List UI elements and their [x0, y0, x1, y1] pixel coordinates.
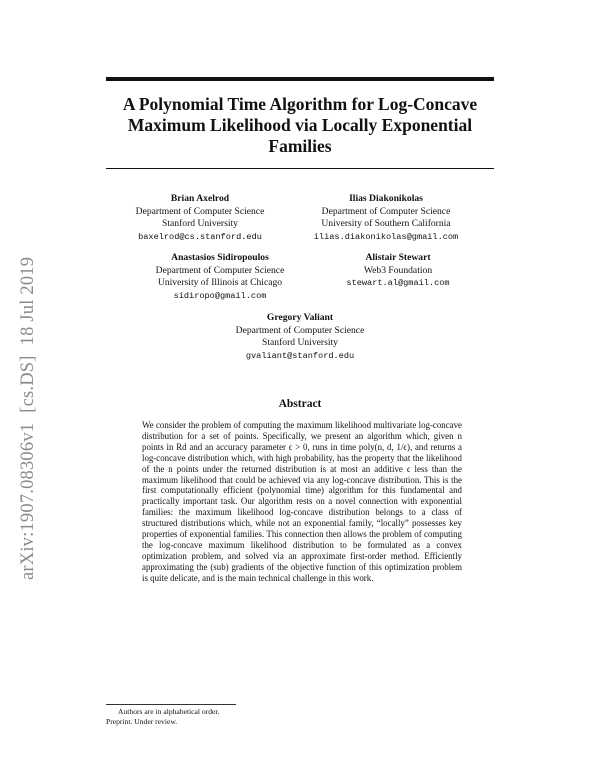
author-email: gvaliant@stanford.edu: [245, 350, 355, 361]
preprint-notice: Preprint. Under review.: [106, 717, 178, 726]
author-department: Department of Computer Science: [155, 264, 285, 276]
author-name: Brian Axelrod: [170, 193, 230, 204]
author-department: Department of Computer Science: [235, 324, 365, 336]
author-email: baxelrod@cs.stanford.edu: [138, 231, 262, 242]
arxiv-category: [cs.DS]: [18, 355, 38, 413]
author-name: Gregory Valiant: [266, 312, 334, 323]
arxiv-date: 18 Jul 2019: [18, 256, 38, 346]
author-department: Department of Computer Science: [321, 205, 451, 217]
author-affiliation: University of Illinois at Chicago: [157, 277, 283, 288]
author-block: [318, 252, 478, 290]
author-name: Alistair Stewart: [365, 252, 431, 263]
abstract-heading: Abstract: [278, 398, 322, 410]
author-block: [110, 193, 290, 243]
paper-title: A Polynomial Time Algorithm for Log-Concave Maximum Likelihood via Locally Exponential Families: [122, 94, 478, 156]
footnote-rule: [106, 704, 236, 705]
author-department: Department of Computer Science: [135, 205, 265, 217]
author-affiliation: Stanford University: [262, 337, 338, 348]
title-rule-top: [106, 77, 494, 81]
title-rule-bottom: [106, 168, 494, 169]
author-name: Anastasios Sidiropoulos: [171, 252, 269, 263]
author-name: Ilias Diakonikolas: [349, 193, 423, 204]
author-affiliation: Web3 Foundation: [363, 264, 433, 276]
author-block: [130, 252, 310, 302]
author-email: ilias.diakonikolas@gmail.com: [313, 231, 459, 242]
arxiv-id: arXiv:1907.08306v1: [18, 422, 38, 580]
author-affiliation: Stanford University: [162, 218, 238, 229]
author-email: stewart.al@gmail.com: [346, 278, 450, 288]
abstract-body: We consider the problem of computing the maximum likelihood multivariate log-concave distribution for a set of points. Specifically, we present an algorithm which, given n points in Rd and an accuracy parameter ϵ > 0, runs in time poly(n, d, 1/ϵ), and returns a log-concave distribution which, with high probability, has the property that the likelihood of the n points under the returned distribution is at most an additive ϵ less than the maximum likelihood that could be achieved via any log-concave distribution. This is the first computationally efficient (polynomial time) algorithm for this fundamental and practically important task. Our algorithm rests on a novel connection with exponential families: the maximum likelihood log-concave distribution belongs to a class of structured distributions which, while not an exponential family, “locally” possesses key properties of exponential families. This connection then allows the problem of computing the log-concave maximum likelihood distribution to be formulated as a convex optimization problem, and solved via an approximate first-order method. Efficiently approximating the (sub) gradients of the objective function of this optimization problem is quite delicate, and is the main technical challenge in this work.: [142, 420, 462, 583]
author-affiliation: University of Southern California: [321, 218, 451, 229]
author-block: [286, 193, 486, 243]
author-block: [200, 312, 400, 362]
footnote-authors: Authors are in alphabetical order.: [118, 707, 220, 716]
author-email: sidiropo@gmail.com: [173, 290, 267, 301]
arxiv-stamp: [18, 247, 39, 580]
